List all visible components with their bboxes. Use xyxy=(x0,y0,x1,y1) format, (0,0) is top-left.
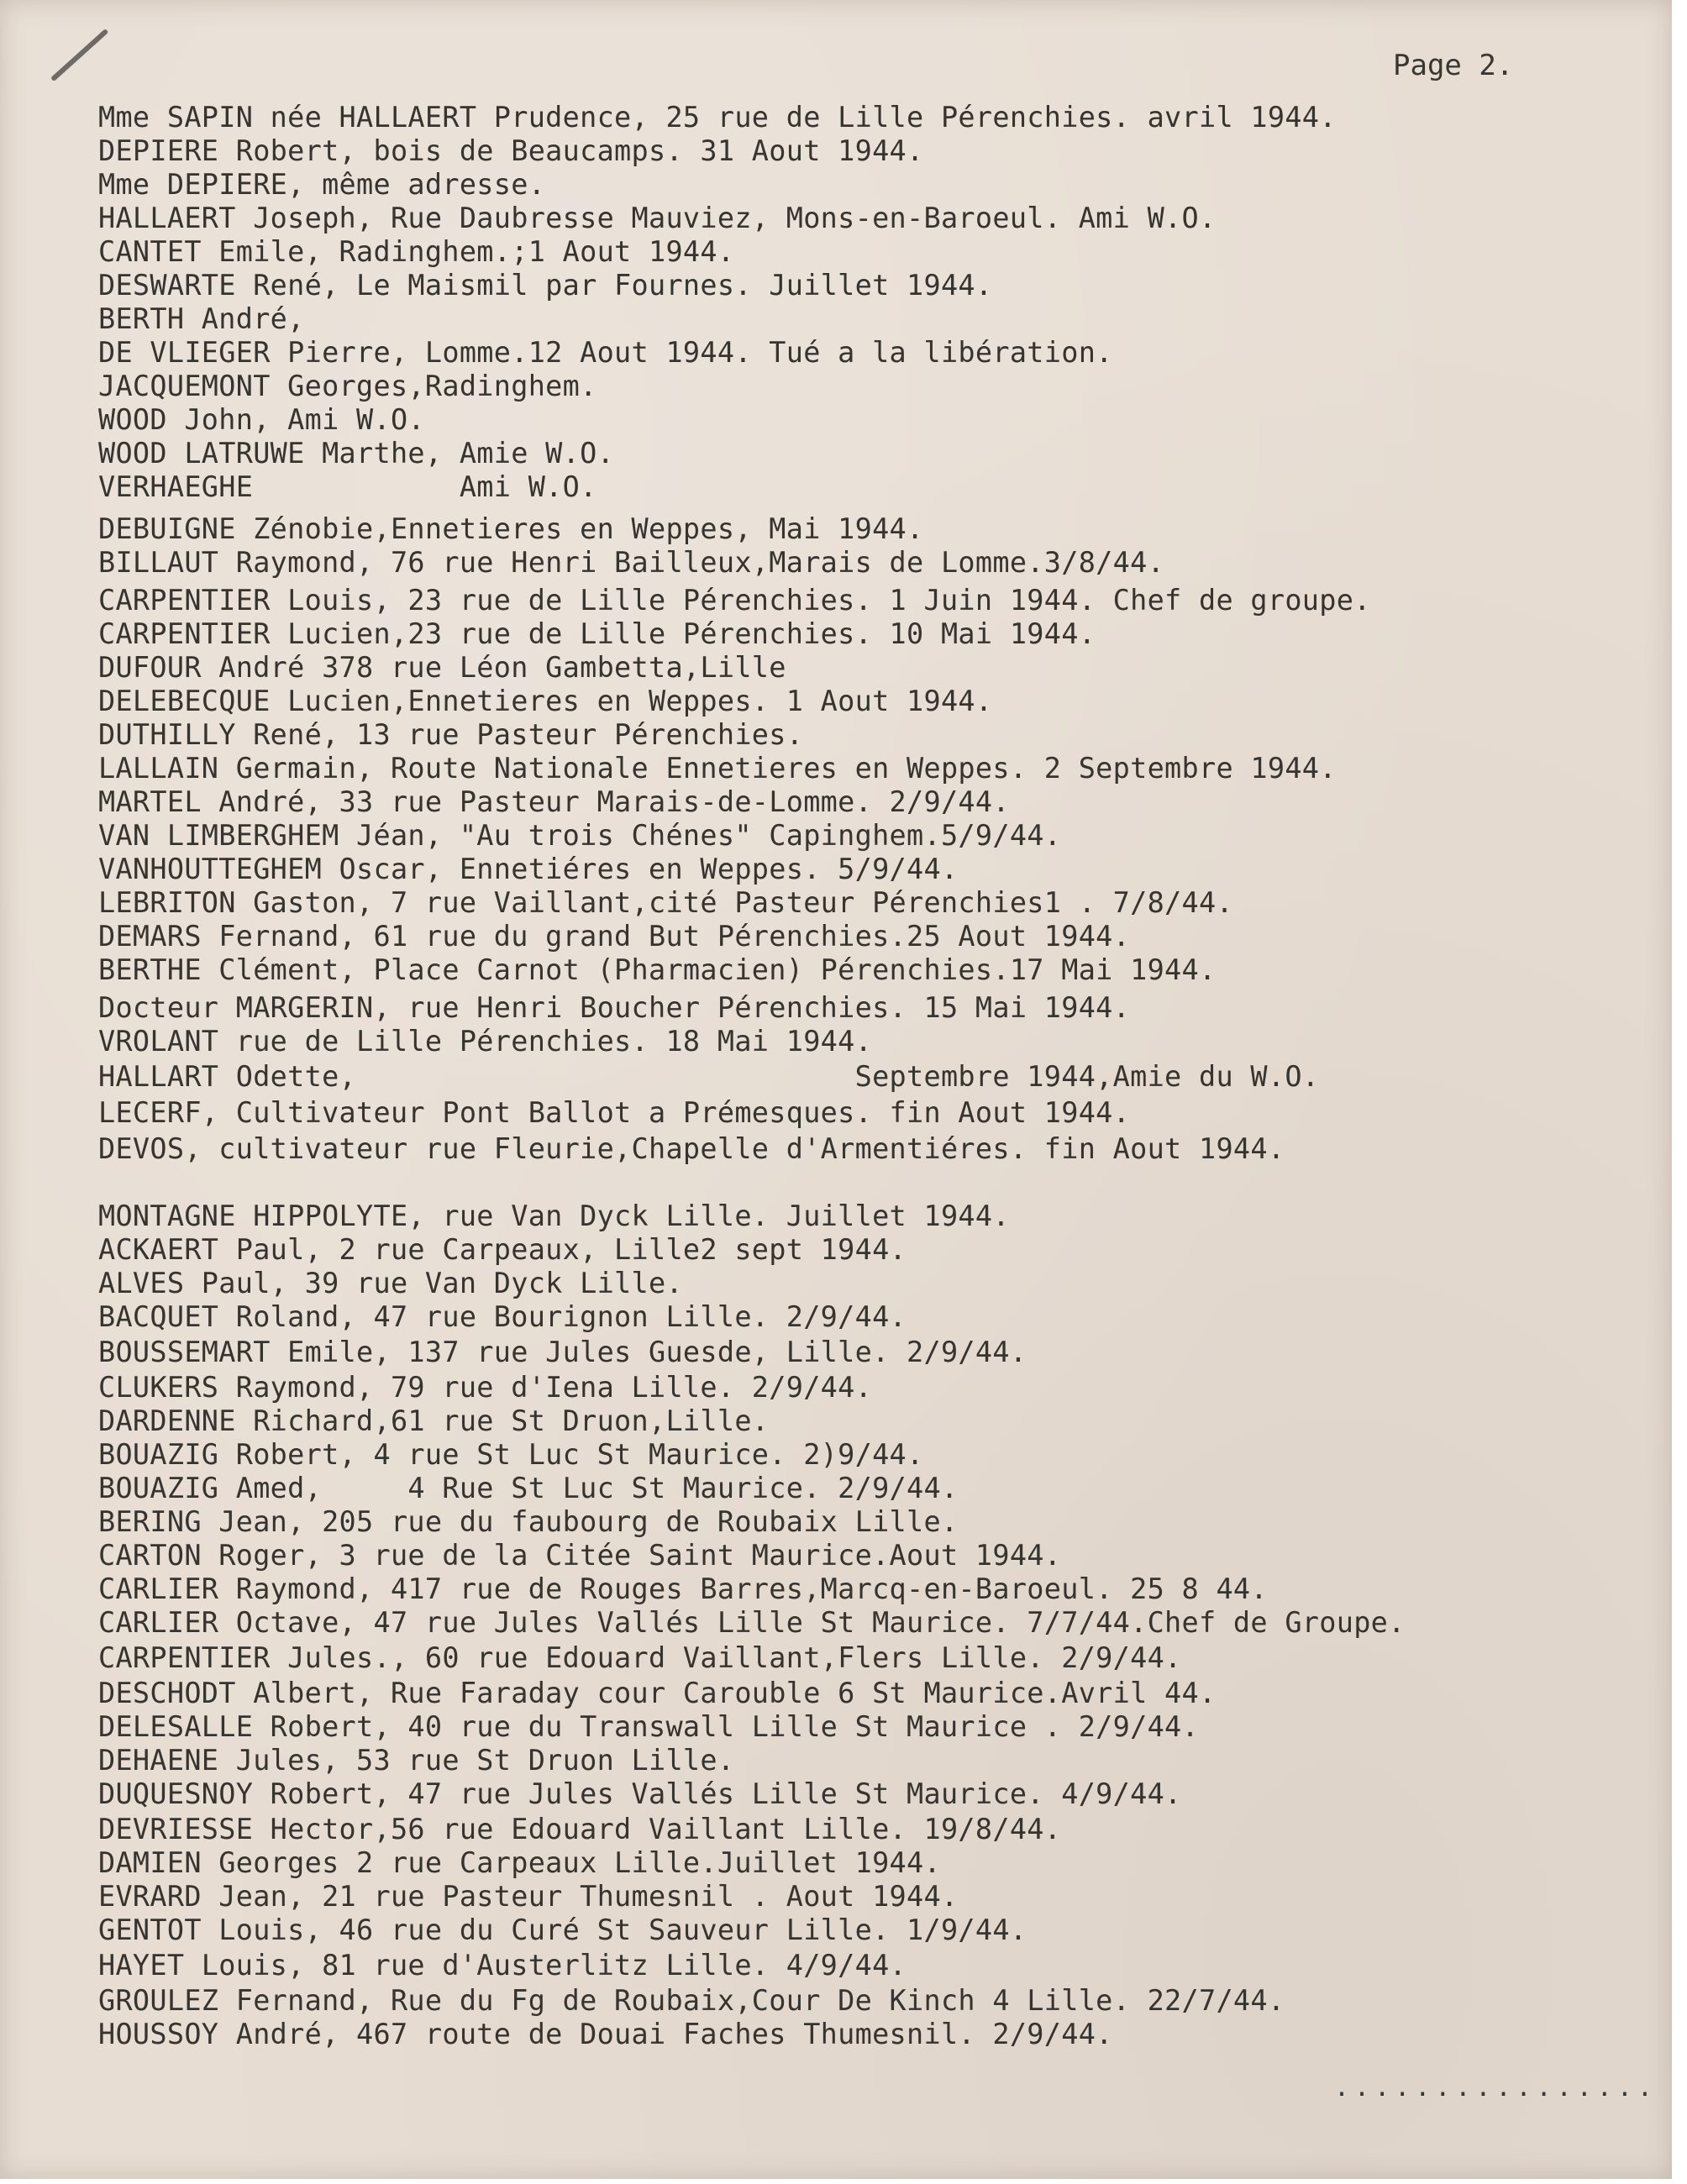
list-line: LEBRITON Gaston, 7 rue Vaillant,cité Pasteur Pérenchies1 . 7/8/44. xyxy=(98,886,1233,919)
list-line: DESCHODT Albert, Rue Faraday cour Carouble 6 St Maurice.Avril 44. xyxy=(98,1677,1217,1709)
list-line: GENTOT Louis, 46 rue du Curé St Sauveur Lille. 1/9/44. xyxy=(98,1914,1027,1946)
list-line: CARLIER Octave, 47 rue Jules Vallés Lille St Maurice. 7/7/44.Chef de Groupe. xyxy=(98,1606,1406,1639)
list-line: JACQUEMONT Georges,Radinghem. xyxy=(98,370,597,402)
list-line: CLUKERS Raymond, 79 rue d'Iena Lille. 2/9/44. xyxy=(98,1371,873,1404)
list-line: DE VLIEGER Pierre, Lomme.12 Aout 1944. Tué a la libération. xyxy=(98,336,1113,369)
list-line: VROLANT rue de Lille Pérenchies. 18 Mai 1944. xyxy=(98,1025,873,1058)
dotted-leader: ................ xyxy=(1334,2073,1658,2103)
list-line: DUTHILLY René, 13 rue Pasteur Pérenchies. xyxy=(98,718,804,751)
list-line: BERING Jean, 205 rue du faubourg de Roubaix Lille. xyxy=(98,1505,959,1538)
list-line: DARDENNE Richard,61 rue St Druon,Lille. xyxy=(98,1404,770,1437)
list-line: Docteur MARGERIN, rue Henri Boucher Pérenchies. 15 Mai 1944. xyxy=(98,991,1131,1024)
list-line: HOUSSOY André, 467 route de Douai Faches Thumesnil. 2/9/44. xyxy=(98,2018,1113,2050)
list-line: LECERF, Cultivateur Pont Ballot a Prémesques. fin Aout 1944. xyxy=(98,1096,1131,1129)
typed-list xyxy=(98,0,1678,2050)
list-line: DELESALLE Robert, 40 rue du Transwall Lille St Maurice . 2/9/44. xyxy=(98,1710,1199,1743)
list-line: ALVES Paul, 39 rue Van Dyck Lille. xyxy=(98,1267,683,1299)
list-line: MARTEL André, 33 rue Pasteur Marais-de-Lomme. 2/9/44. xyxy=(98,785,1010,818)
list-line: ACKAERT Paul, 2 rue Carpeaux, Lille2 sept 1944. xyxy=(98,1233,907,1266)
list-line: BACQUET Roland, 47 rue Bourignon Lille. 2/9/44. xyxy=(98,1300,907,1333)
list-line: DEPIERE Robert, bois de Beaucamps. 31 Aout 1944. xyxy=(98,134,924,167)
list-line: HALLAERT Joseph, Rue Daubresse Mauviez, Mons-en-Baroeul. Ami W.O. xyxy=(98,202,1217,234)
list-line: VANHOUTTEGHEM Oscar, Ennetiéres en Weppes. 5/9/44. xyxy=(98,853,959,885)
list-line: WOOD John, Ami W.O. xyxy=(98,403,425,436)
list-line: CANTET Emile, Radinghem.;1 Aout 1944. xyxy=(98,235,735,268)
list-line: DUFOUR André 378 rue Léon Gambetta,Lille xyxy=(98,651,786,684)
list-line: CARLIER Raymond, 417 rue de Rouges Barres,Marcq-en-Baroeul. 25 8 44. xyxy=(98,1572,1268,1605)
list-line: DEBUIGNE Zénobie,Ennetieres en Weppes, Mai 1944. xyxy=(98,512,924,545)
list-line: BOUAZIG Amed, 4 Rue St Luc St Maurice. 2/9/44. xyxy=(98,1472,959,1504)
list-line: BOUAZIG Robert, 4 rue St Luc St Maurice. 2)9/44. xyxy=(98,1438,924,1471)
list-line: CARPENTIER Lucien,23 rue de Lille Pérenchies. 10 Mai 1944. xyxy=(98,617,1096,650)
list-line: DEMARS Fernand, 61 rue du grand But Pérenchies.25 Aout 1944. xyxy=(98,920,1131,953)
list-line: Mme DEPIERE, même adresse. xyxy=(98,168,546,201)
page-number: Page 2. xyxy=(1393,49,1514,82)
list-line: BERTH André, xyxy=(98,302,305,335)
list-line: BERTHE Clément, Place Carnot (Pharmacien) Pérenchies.17 Mai 1944. xyxy=(98,953,1217,986)
list-line: WOOD LATRUWE Marthe, Amie W.O. xyxy=(98,437,615,470)
list-line: VAN LIMBERGHEM Jéan, "Au trois Chénes" Capinghem.5/9/44. xyxy=(98,819,1062,852)
list-line: GROULEZ Fernand, Rue du Fg de Roubaix,Cour De Kinch 4 Lille. 22/7/44. xyxy=(98,1984,1285,2017)
list-line: HAYET Louis, 81 rue d'Austerlitz Lille. 4/9/44. xyxy=(98,1949,907,1982)
list-line: VERHAEGHE Ami W.O. xyxy=(98,470,597,503)
list-line: DUQUESNOY Robert, 47 rue Jules Vallés Lille St Maurice. 4/9/44. xyxy=(98,1777,1182,1810)
list-line: CARTON Roger, 3 rue de la Citée Saint Maurice.Aout 1944. xyxy=(98,1539,1062,1572)
list-line: DESWARTE René, Le Maismil par Fournes. Juillet 1944. xyxy=(98,269,993,302)
list-line: LALLAIN Germain, Route Nationale Ennetieres en Weppes. 2 Septembre 1944. xyxy=(98,752,1337,785)
list-line: BILLAUT Raymond, 76 rue Henri Bailleux,Marais de Lomme.3/8/44. xyxy=(98,546,1165,579)
list-line: Mme SAPIN née HALLAERT Prudence, 25 rue de Lille Pérenchies. avril 1944. xyxy=(98,101,1337,134)
list-line: HALLART Odette, Septembre 1944,Amie du W.O. xyxy=(98,1060,1320,1093)
list-line: DEVOS, cultivateur rue Fleurie,Chapelle d'Armentiéres. fin Aout 1944. xyxy=(98,1132,1285,1165)
list-line: DEVRIESSE Hector,56 rue Edouard Vaillant Lille. 19/8/44. xyxy=(98,1813,1062,1845)
list-line: EVRARD Jean, 21 rue Pasteur Thumesnil . Aout 1944. xyxy=(98,1880,959,1913)
list-line: BOUSSEMART Emile, 137 rue Jules Guesde, Lille. 2/9/44. xyxy=(98,1336,1027,1368)
list-line: MONTAGNE HIPPOLYTE, rue Van Dyck Lille. Juillet 1944. xyxy=(98,1200,1010,1232)
list-line: CARPENTIER Louis, 23 rue de Lille Pérenchies. 1 Juin 1944. Chef de groupe. xyxy=(98,584,1371,617)
list-line: DELEBECQUE Lucien,Ennetieres en Weppes. 1 Aout 1944. xyxy=(98,685,993,717)
list-line: DEHAENE Jules, 53 rue St Druon Lille. xyxy=(98,1744,735,1777)
list-line: DAMIEN Georges 2 rue Carpeaux Lille.Juillet 1944. xyxy=(98,1846,941,1879)
list-line: CARPENTIER Jules., 60 rue Edouard Vaillant,Flers Lille. 2/9/44. xyxy=(98,1641,1182,1674)
